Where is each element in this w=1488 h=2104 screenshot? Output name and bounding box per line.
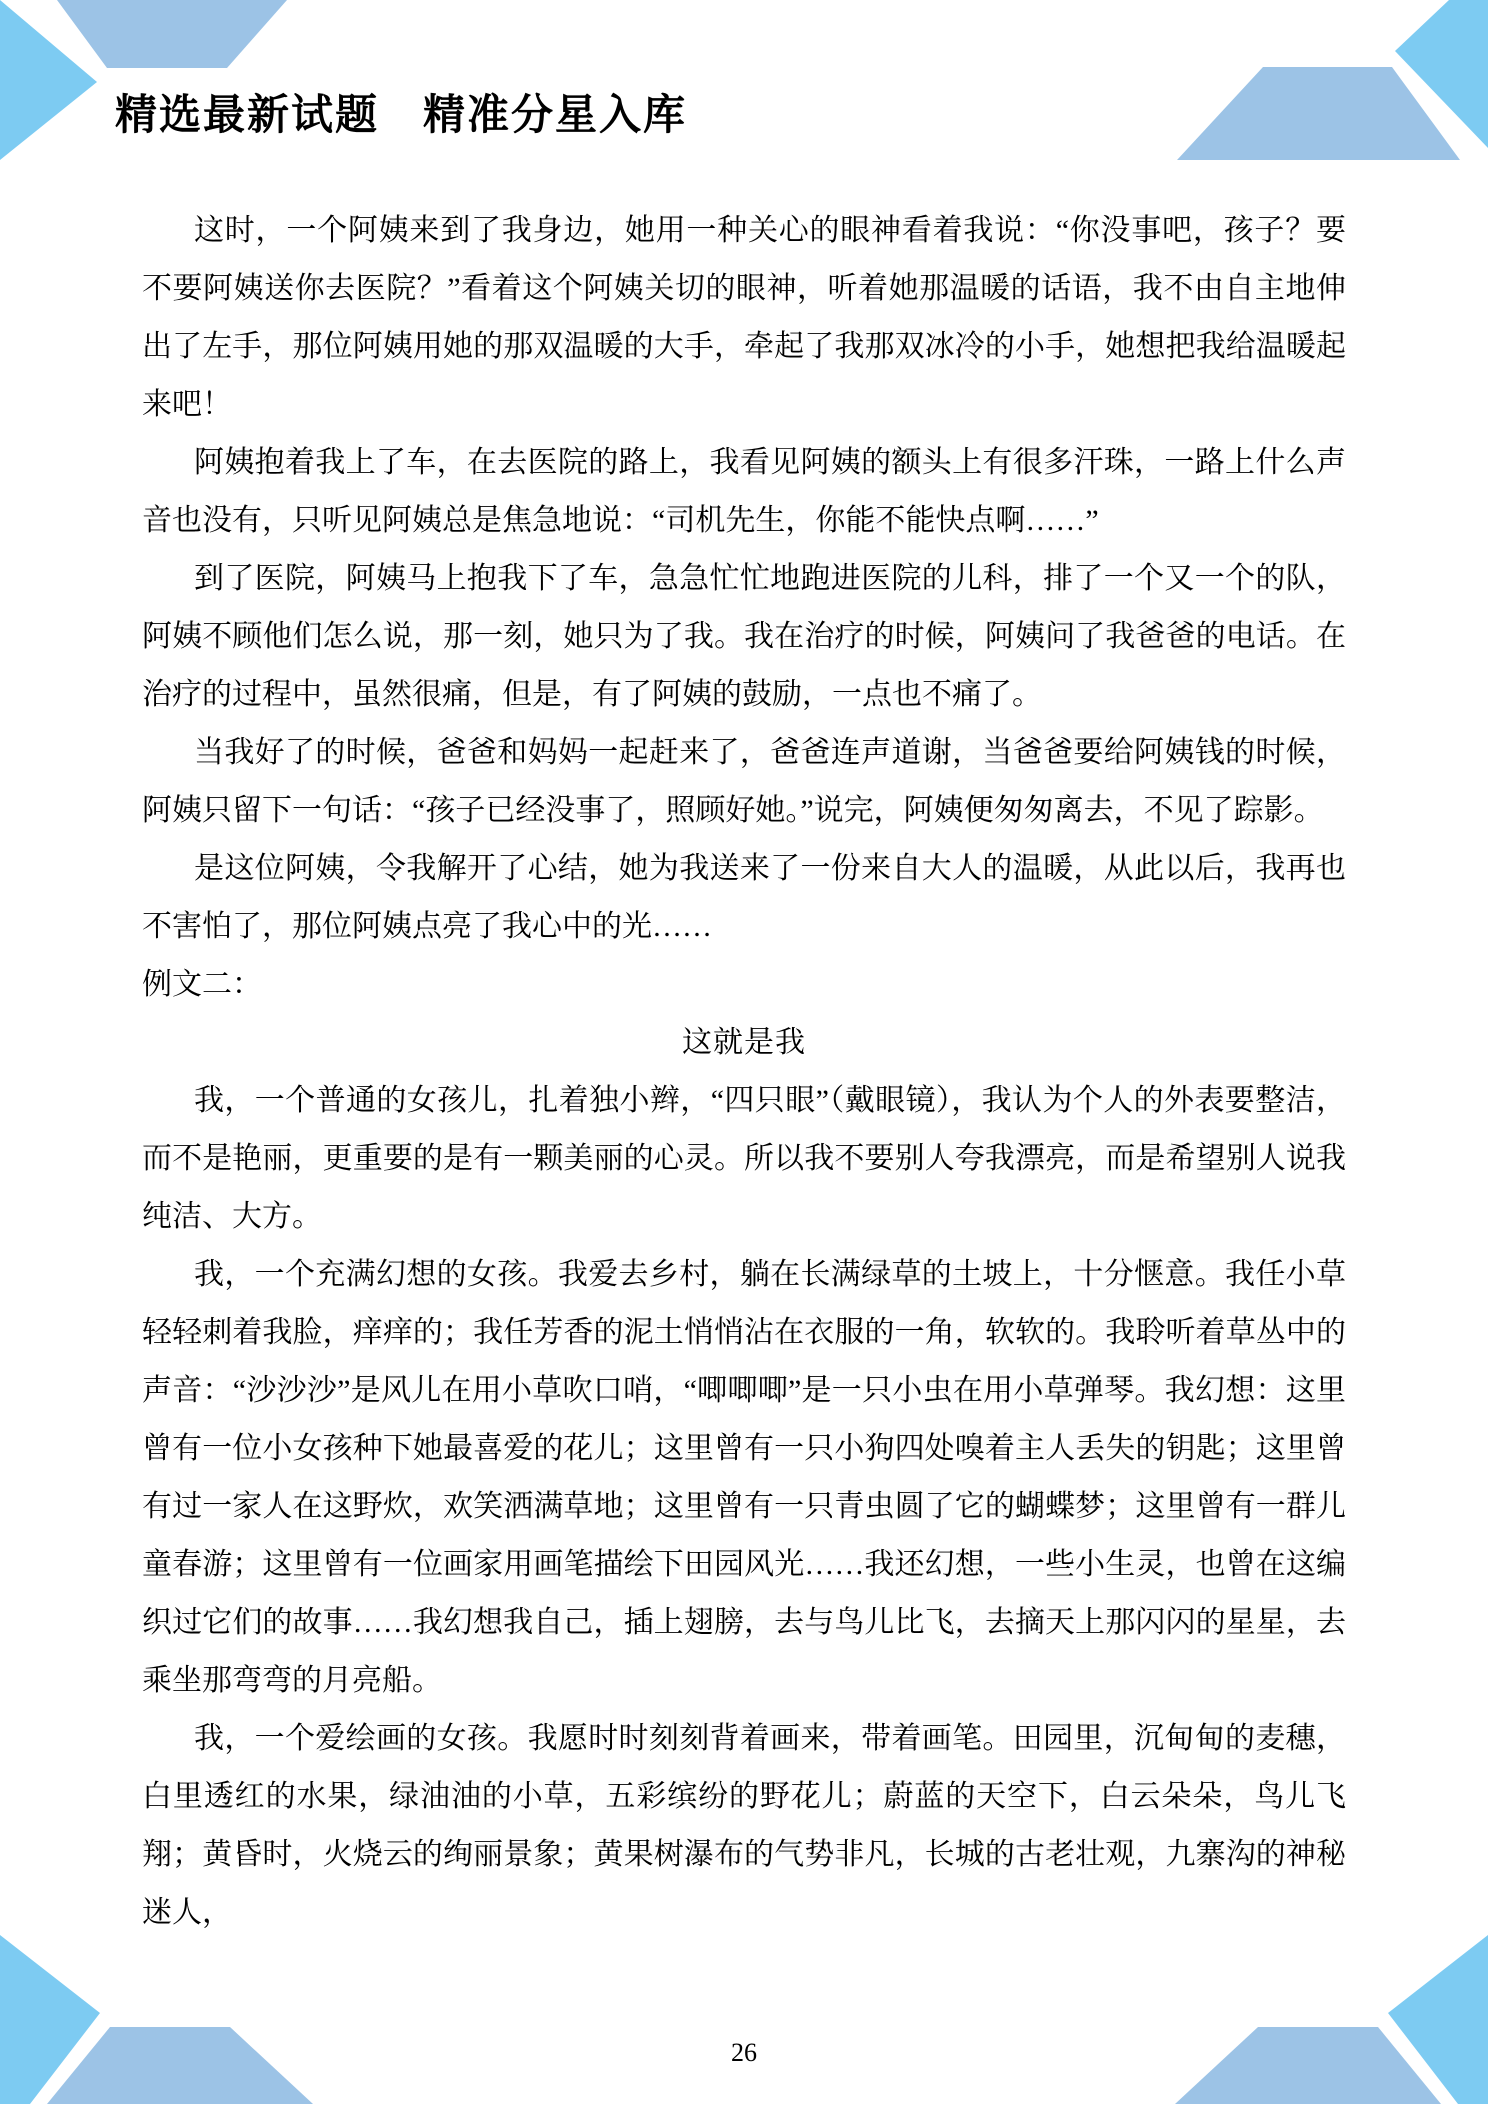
page-header-title: 精选最新试题 精准分星入库 [115, 91, 688, 138]
paragraph-conclusion: 是这位阿姨，令我解开了心结，她为我送来了一份来自大人的温暖，从此以后，我再也不害怕了，那位阿姨点亮了我心中的光…… [142, 852, 1346, 943]
document-body [142, 202, 1346, 1942]
paragraph-parents-arrive: 当我好了的时候，爸爸和妈妈一起赶来了，爸爸连声道谢，当爸爸要给阿姨钱的时候，阿姨只留下一句话：“孩子已经没事了，照顾好她。”说完，阿姨便匆匆离去，不见了踪影。 [142, 736, 1346, 827]
paragraph-ordinary-girl: 我，一个普通的女孩儿，扎着独小辫，“四只眼”（戴眼镜），我认为个人的外表要整洁，而不是艳丽，更重要的是有一颗美丽的心灵。所以我不要别人夸我漂亮，而是希望别人说我纯洁、大方。 [142, 1084, 1346, 1233]
paragraph-aunt-appears: 这时，一个阿姨来到了我身边，她用一种关心的眼神看着我说：“你没事吧，孩子？要不要阿姨送你去医院？”看着这个阿姨关切的眼神，听着她那温暖的话语，我不由自主地伸出了左手，那位阿姨用她的那双温暖的大手，牵起了我那双冰冷的小手，她想把我给温暖起来吧！ [142, 214, 1346, 421]
paragraph-painting-girl: 我，一个爱绘画的女孩。我愿时时刻刻背着画来，带着画笔。田园里，沉甸甸的麦穗，白里透红的水果，绿油油的小草，五彩缤纷的野花儿；蔚蓝的天空下，白云朵朵，鸟儿飞翔；黄昏时，火烧云的绚丽景象；黄果树瀑布的气势非凡，长城的古老壮观，九寨沟的神秘迷人， [142, 1722, 1346, 1929]
page-footer [0, 2038, 1488, 2068]
essay-title: 这就是我 [682, 1026, 806, 1059]
paragraph-in-the-car: 阿姨抱着我上了车，在去医院的路上，我看见阿姨的额头上有很多汗珠，一路上什么声音也没有，只听见阿姨总是焦急地说：“司机先生，你能不能快点啊……” [142, 446, 1346, 537]
corner-decoration-top-left-dark [57, 0, 287, 68]
corner-decoration-top-right-dark [1177, 67, 1460, 160]
section-label-example-two: 例文二： [142, 968, 262, 1001]
paragraph-dreamy-girl: 我，一个充满幻想的女孩。我爱去乡村，躺在长满绿草的土坡上，十分惬意。我任小草轻轻刺着我脸，痒痒的；我任芳香的泥土悄悄沾在衣服的一角，软软的。我聆听着草丛中的声音：“沙沙沙”是风儿在用小草吹口哨，“唧唧唧”是一只小虫在用小草弹琴。我幻想：这里曾有一位小女孩种下她最喜爱的花儿；这里曾有一只小狗四处嗅着主人丢失的钥匙；这里曾有过一家人在这野炊，欢笑洒满草地；这里曾有一只青虫圆了它的蝴蝶梦；这里曾有一群儿童春游；这里曾有一位画家用画笔描绘下田园风光……我还幻想，一些小生灵，也曾在这编织过它们的故事……我幻想我自己，插上翅膀，去与鸟儿比飞，去摘天上那闪闪的星星，去乘坐那弯弯的月亮船。 [142, 1258, 1346, 1697]
page-number: 26 [731, 2038, 757, 2067]
paragraph-at-hospital: 到了医院，阿姨马上抱我下了车，急急忙忙地跑进医院的儿科，排了一个又一个的队，阿姨不顾他们怎么说，那一刻，她只为了我。我在治疗的时候，阿姨问了我爸爸的电话。在治疗的过程中，虽然很痛，但是，有了阿姨的鼓励，一点也不痛了。 [142, 562, 1346, 711]
